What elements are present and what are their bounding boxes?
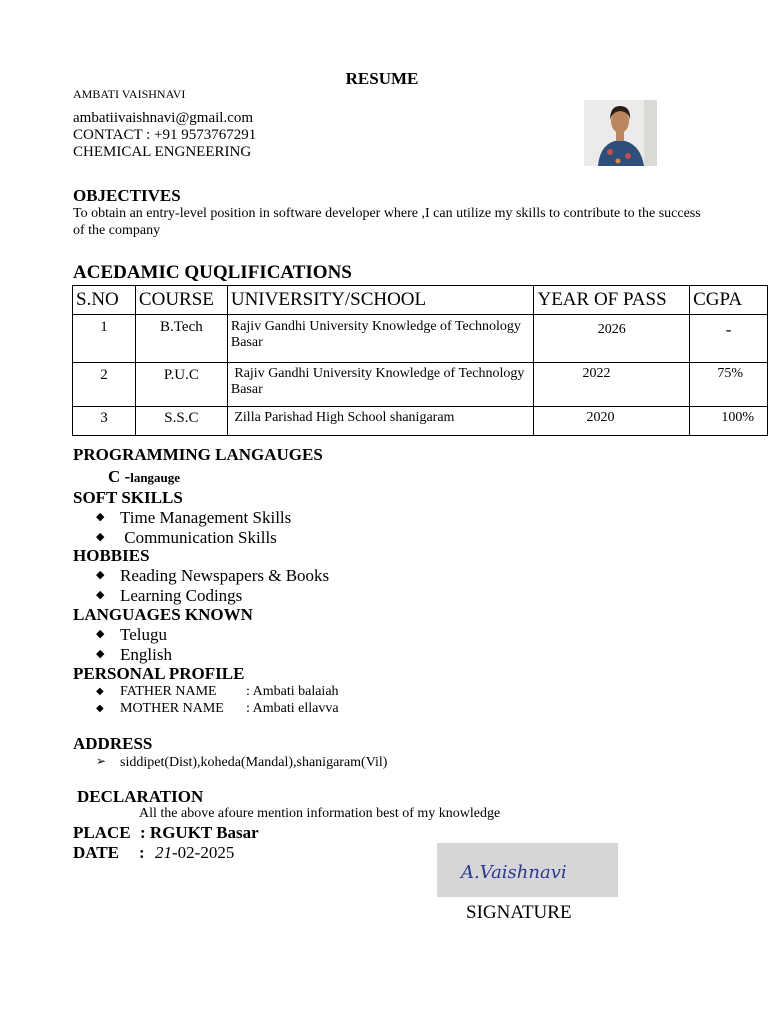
date-line [73,843,234,863]
programming-language [108,467,180,487]
place-line [73,823,259,843]
list-item-text: Communication Skills [120,527,277,547]
address-text: siddipet(Dist),koheda(Mandal),shanigaram(Vil) [120,755,388,770]
arrow-bullet-icon: ➢ [96,754,107,768]
table-cell: P.U.C [135,363,227,407]
diamond-bullet-icon: ◆ [96,569,105,581]
personal-profile-list [96,683,339,717]
signature-label: SIGNATURE [466,902,572,923]
candidate-contact: CONTACT : +91 9573767291 [73,127,257,143]
column-header: YEAR OF PASS [534,286,690,315]
candidate-name: AMBATI VAISHNAVI [73,87,186,101]
place-label: PLACE [73,823,131,842]
table-header-row [73,286,768,315]
list-item [96,625,172,645]
column-header: S.NO [73,286,136,315]
date-rest: -02-2025 [172,843,235,862]
diamond-bullet-icon: ◆ [96,530,105,543]
candidate-email: ambatiivaishnavi@gmail.com [73,110,254,126]
list-item-text: Reading Newspapers & Books [120,566,330,585]
candidate-department: CHEMICAL ENGNEERING [73,144,252,160]
table-cell: Rajiv Gandhi University Knowledge of Technology Basar [227,363,534,407]
column-header: COURSE [135,286,227,315]
personal-profile-heading: PERSONAL PROFILE [73,664,245,683]
table-cell: S.S.C [135,407,227,436]
table-cell: 3 [73,407,136,436]
list-item [96,528,291,548]
table-row [73,363,768,407]
signature-drawing [437,843,618,897]
table-cell: B.Tech [135,315,227,363]
column-header: UNIVERSITY/SCHOOL [227,286,534,315]
languages-heading: LANGUAGES KNOWN [73,605,253,624]
hobbies-heading: HOBBIES [73,546,150,565]
list-item [96,508,291,528]
list-item-text: English [120,644,172,664]
profile-photo [584,100,657,166]
objectives-heading: OBJECTIVES [73,186,181,205]
table-cell: 1 [73,315,136,363]
table-row [73,407,768,436]
declaration-text: All the above afoure mention information best of my knowledge [139,806,501,821]
list-item [96,586,329,606]
list-item [96,683,339,700]
list-item-text: Time Management Skills [120,508,292,527]
programming-language-letter: C - [108,467,131,486]
table-cell: 2022 [534,363,690,407]
father-name-label: FATHER NAME [120,684,217,699]
mother-name-label: MOTHER NAME [120,701,224,716]
list-item [96,754,387,771]
address-heading: ADDRESS [73,734,153,753]
table-cell: Rajiv Gandhi University Knowledge of Technology Basar [227,315,534,363]
table-cell: 100% [690,407,768,436]
profile-photo-image [584,100,657,166]
date-colon: : [139,843,145,862]
column-header: CGPA [690,286,768,315]
table-cell: 2020 [534,407,690,436]
signature-script: A.Vaishnavi [461,862,567,883]
resume-title: RESUME [345,69,419,88]
declaration-heading: DECLARATION [77,787,204,806]
academic-heading: ACEDAMIC QUQLIFICATIONS [73,262,352,283]
table-cell: 75% [690,363,768,407]
list-item-text: Telugu [120,625,167,644]
list-item-text: Learning Codings [120,585,243,605]
diamond-bullet-icon: ◆ [96,588,105,601]
soft-skills-list [96,508,291,547]
list-item [96,645,172,665]
diamond-bullet-icon: ◆ [96,686,104,697]
table-cell: - [690,315,768,363]
table-cell: Zilla Parishad High School shanigaram [227,407,534,436]
hobbies-list [96,566,329,605]
soft-skills-heading: SOFT SKILLS [73,488,183,507]
address-list [96,754,387,771]
date-label: DATE [73,843,119,862]
table-cell: 2 [73,363,136,407]
diamond-bullet-icon: ◆ [96,628,105,640]
diamond-bullet-icon: ◆ [96,703,104,714]
diamond-bullet-icon: ◆ [96,647,105,660]
programming-language-word: langauge [130,470,181,485]
objectives-text: To obtain an entry-level position in software developer where ,I can utilize my skills to contribute to the success of the company [73,206,701,238]
place-colon-value: : RGUKT Basar [140,823,259,842]
table-cell: 2026 [534,315,690,363]
list-item [96,566,329,586]
programming-heading: PROGRAMMING LANGAUGES [73,445,323,464]
date-day: 21 [155,843,172,862]
diamond-bullet-icon: ◆ [96,511,105,523]
languages-list [96,625,172,664]
list-item [96,700,339,717]
mother-name-value: : Ambati ellavva [246,701,339,716]
table-row [73,315,768,363]
signature-image [437,843,618,897]
academic-table [72,285,768,436]
father-name-value: : Ambati balaiah [246,684,339,699]
